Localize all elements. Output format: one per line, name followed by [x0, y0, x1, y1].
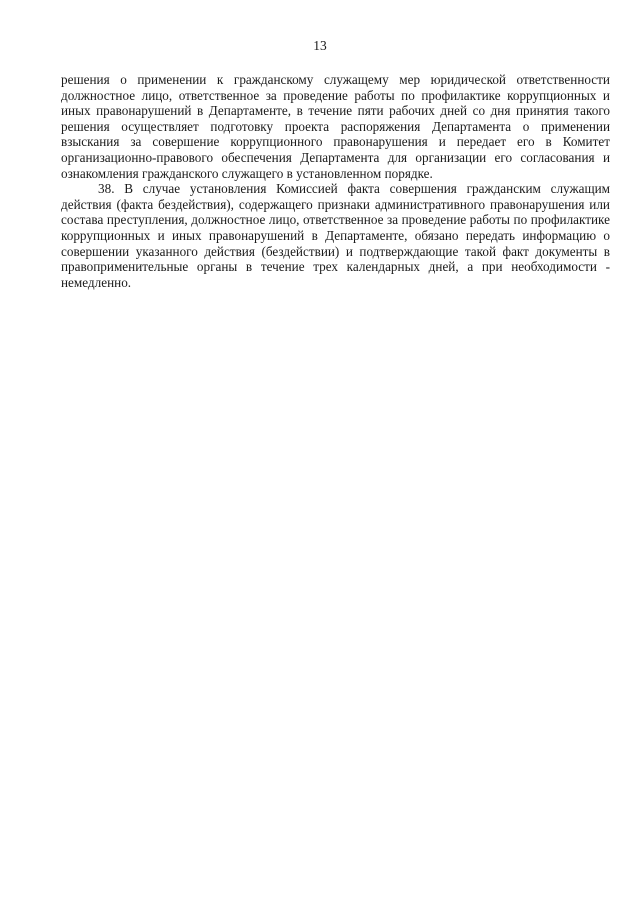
page-number: 13	[313, 38, 327, 53]
paragraph-continuation: решения о применении к гражданскому служащему мер юридической ответственности должностное лицо, ответственное за проведение работы по профилактике коррупционных и иных правонарушений в Департаменте, в течение пяти рабочих дней со дня принятия такого решения осуществляет подготовку проекта распоряжения Департамента о применении взыскания за совершение коррупционного правонарушения и передает его в Комитет организационно-правового обеспечения Департамента для организации его согласования и ознакомления гражданского служащего в установленном порядке.	[61, 72, 610, 181]
document-body	[61, 72, 610, 290]
paragraph-item-38: 38. В случае установления Комиссией факта совершения гражданским служащим действия (факта бездействия), содержащего признаки административного правонарушения или состава преступления, должностное лицо, ответственное за проведение работы по профилактике коррупционных и иных правонарушений в Департаменте, обязано передать информацию о совершении указанного действия (бездействии) и подтверждающие такой факт документы в правоприменительные органы в течение трех календарных дней, а при необходимости - немедленно.	[61, 181, 610, 290]
